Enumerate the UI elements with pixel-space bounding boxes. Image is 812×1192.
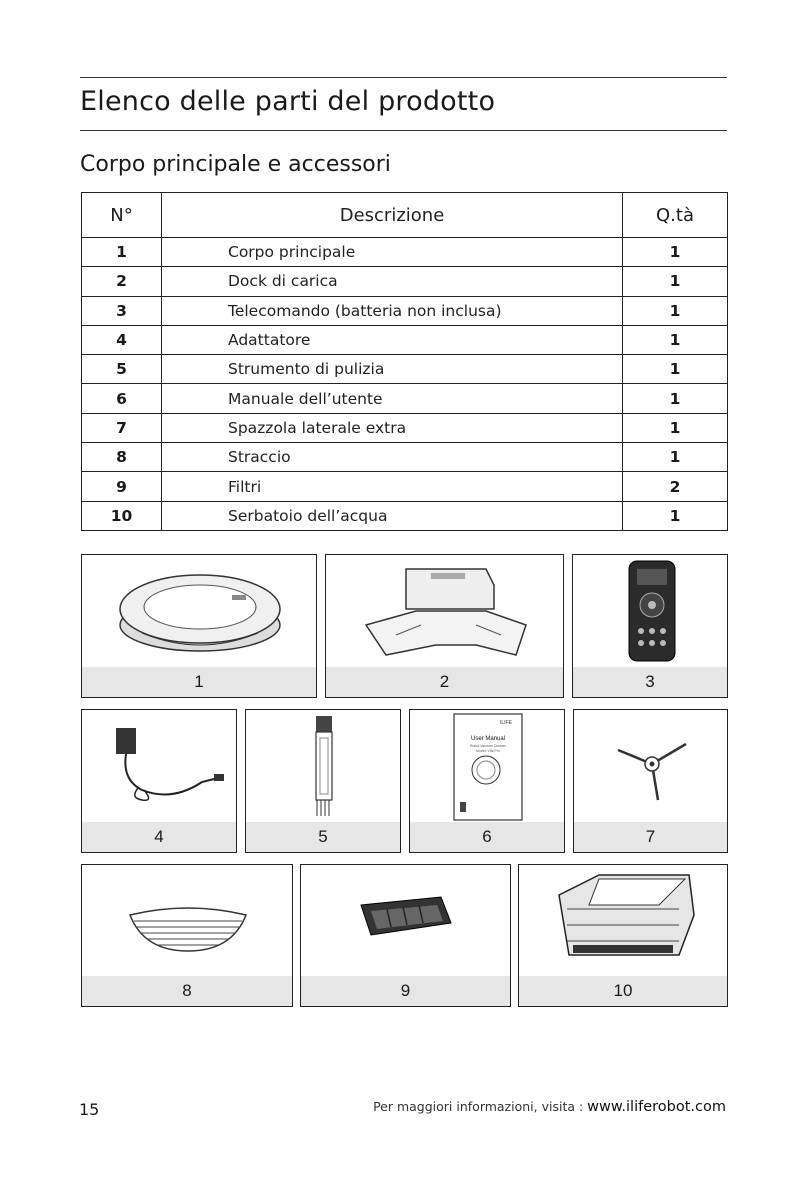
row-quantity: 1 bbox=[623, 267, 728, 296]
power-adapter-image bbox=[82, 710, 238, 824]
row-quantity: 2 bbox=[623, 472, 728, 501]
row-quantity: 1 bbox=[623, 443, 728, 472]
table-row bbox=[82, 267, 728, 296]
manual-line-1: Robot Vacuum Cleaner bbox=[469, 744, 507, 748]
manual-title: User Manual bbox=[470, 736, 506, 742]
part-label: 7 bbox=[574, 822, 727, 852]
part-illustration-charging-dock bbox=[325, 554, 564, 698]
header-description: Descrizione bbox=[162, 193, 623, 238]
top-rule bbox=[80, 77, 727, 78]
row-quantity: 1 bbox=[623, 238, 728, 267]
row-quantity: 1 bbox=[623, 413, 728, 442]
part-illustration-adapter bbox=[81, 709, 237, 853]
side-brush-image bbox=[574, 710, 729, 824]
user-manual-image bbox=[410, 710, 566, 824]
page-title: Elenco delle parti del prodotto bbox=[80, 86, 496, 117]
row-description: Dock di carica bbox=[162, 267, 623, 296]
row-quantity: 1 bbox=[623, 325, 728, 354]
robot-vacuum-image bbox=[82, 555, 318, 669]
table-row bbox=[82, 501, 728, 530]
part-label: 5 bbox=[246, 822, 400, 852]
part-label: 8 bbox=[82, 976, 292, 1006]
row-number: 3 bbox=[82, 296, 162, 325]
part-illustration-cleaning-tool bbox=[245, 709, 401, 853]
row-description: Strumento di pulizia bbox=[162, 355, 623, 384]
table-row bbox=[82, 355, 728, 384]
title-rule bbox=[80, 130, 727, 131]
table-row bbox=[82, 443, 728, 472]
header-quantity: Q.tà bbox=[623, 193, 728, 238]
part-label: 4 bbox=[82, 822, 236, 852]
footer-info-text: Per maggiori informazioni, visita : bbox=[373, 1099, 588, 1114]
part-label: 3 bbox=[573, 667, 727, 697]
row-description: Manuale dell’utente bbox=[162, 384, 623, 413]
part-label: 10 bbox=[519, 976, 727, 1006]
row-number: 8 bbox=[82, 443, 162, 472]
part-illustration-side-brush bbox=[573, 709, 728, 853]
row-quantity: 1 bbox=[623, 501, 728, 530]
part-illustration-user-manual bbox=[409, 709, 565, 853]
table-row bbox=[82, 384, 728, 413]
manual-line-2: Model: V5s Pro bbox=[476, 749, 500, 753]
cleaning-tool-image bbox=[246, 710, 402, 824]
filter-image bbox=[301, 865, 512, 978]
row-quantity: 1 bbox=[623, 384, 728, 413]
part-illustration-remote bbox=[572, 554, 728, 698]
part-illustration-main-body bbox=[81, 554, 317, 698]
table-header-row bbox=[82, 193, 728, 238]
row-description: Corpo principale bbox=[162, 238, 623, 267]
part-label: 1 bbox=[82, 667, 316, 697]
part-illustration-filter bbox=[300, 864, 511, 1007]
row-number: 2 bbox=[82, 267, 162, 296]
part-label: 9 bbox=[301, 976, 510, 1006]
table-row bbox=[82, 413, 728, 442]
row-number: 5 bbox=[82, 355, 162, 384]
manual-brand: ILIFE bbox=[500, 720, 512, 726]
parts-table bbox=[81, 192, 728, 531]
page-number: 15 bbox=[79, 1100, 100, 1119]
remote-control-image bbox=[573, 555, 729, 669]
table-row bbox=[82, 325, 728, 354]
row-description: Adattatore bbox=[162, 325, 623, 354]
row-description: Spazzola laterale extra bbox=[162, 413, 623, 442]
row-description: Straccio bbox=[162, 443, 623, 472]
part-illustration-mop-cloth bbox=[81, 864, 293, 1007]
part-label: 2 bbox=[326, 667, 563, 697]
part-label: 6 bbox=[410, 822, 564, 852]
row-description: Serbatoio dell’acqua bbox=[162, 501, 623, 530]
row-number: 9 bbox=[82, 472, 162, 501]
row-quantity: 1 bbox=[623, 355, 728, 384]
section-subtitle: Corpo principale e accessori bbox=[80, 152, 391, 177]
row-number: 4 bbox=[82, 325, 162, 354]
row-quantity: 1 bbox=[623, 296, 728, 325]
header-number: N° bbox=[82, 193, 162, 238]
row-number: 1 bbox=[82, 238, 162, 267]
part-illustration-water-tank bbox=[518, 864, 728, 1007]
row-description: Telecomando (batteria non inclusa) bbox=[162, 296, 623, 325]
row-description: Filtri bbox=[162, 472, 623, 501]
row-number: 7 bbox=[82, 413, 162, 442]
row-number: 10 bbox=[82, 501, 162, 530]
footer-info bbox=[373, 1099, 726, 1115]
row-number: 6 bbox=[82, 384, 162, 413]
mop-cloth-image bbox=[82, 865, 294, 978]
table-row bbox=[82, 296, 728, 325]
charging-dock-image bbox=[326, 555, 565, 669]
table-row bbox=[82, 238, 728, 267]
table-row bbox=[82, 472, 728, 501]
website-link[interactable]: www.iliferobot.com bbox=[587, 1099, 726, 1115]
water-tank-image bbox=[519, 865, 729, 978]
